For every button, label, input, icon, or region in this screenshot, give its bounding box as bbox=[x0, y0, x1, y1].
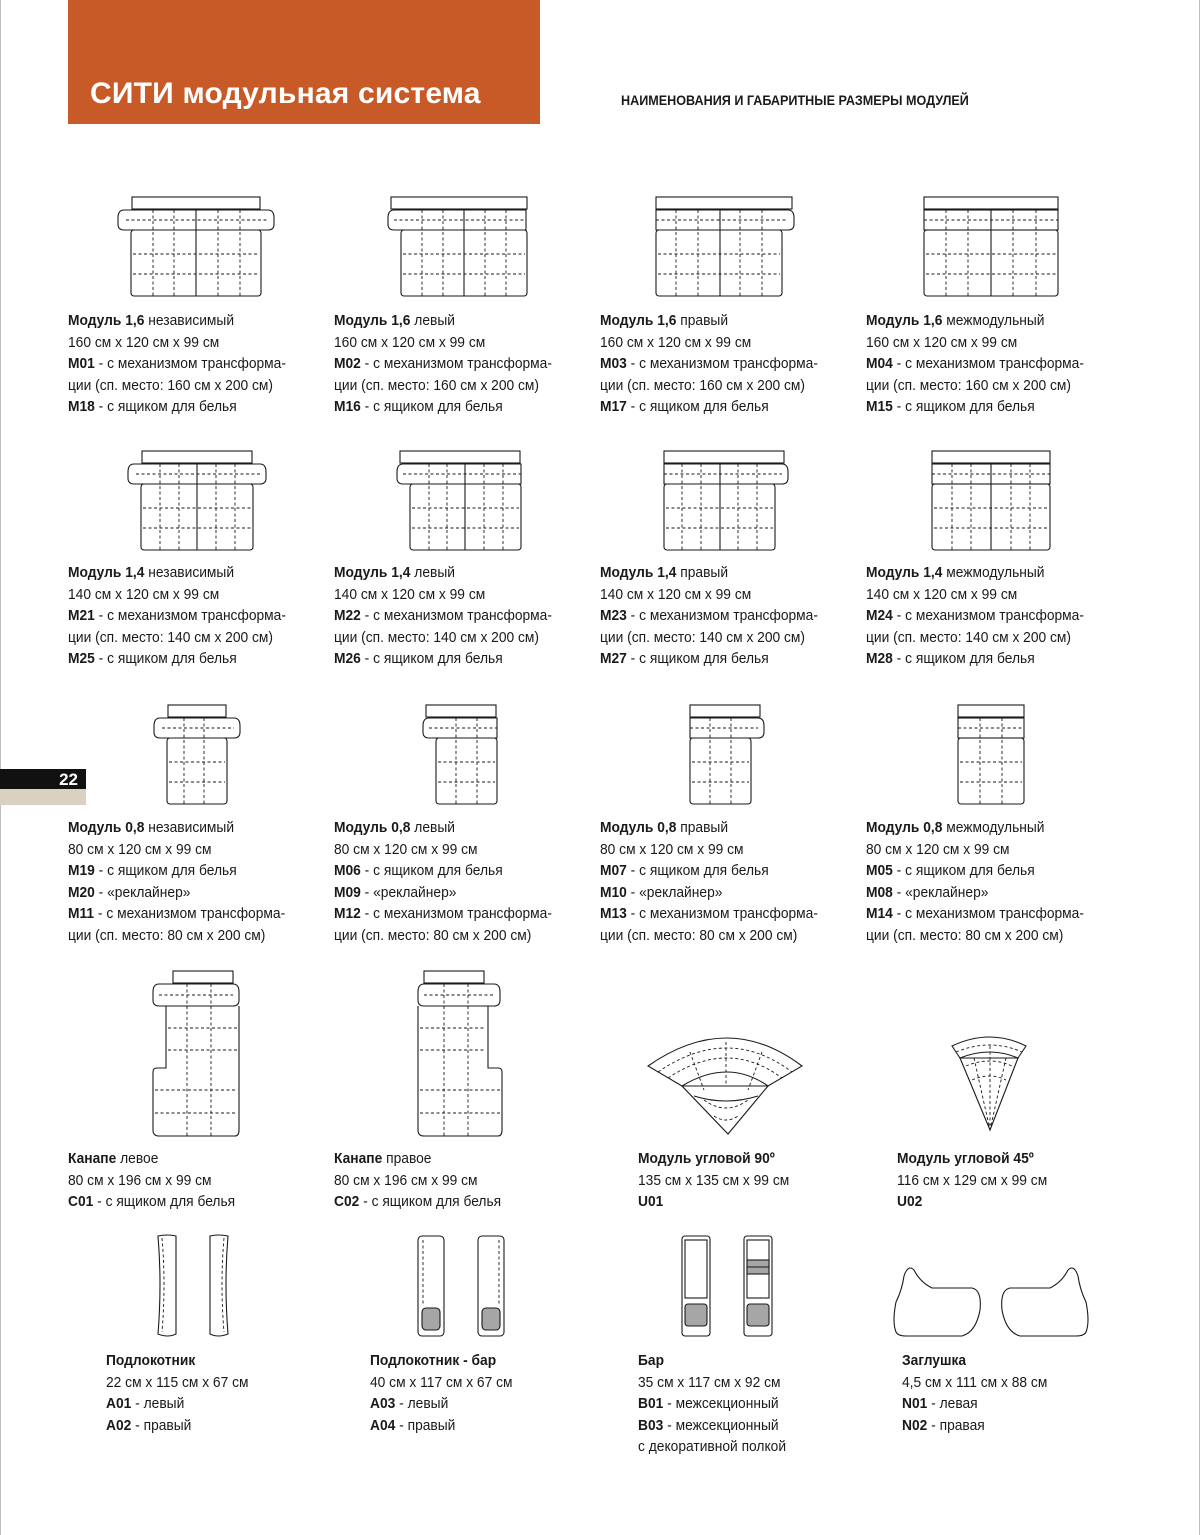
caption-corner-module-45 bbox=[897, 1148, 1047, 1213]
caption-module-1-6-independent bbox=[68, 310, 286, 418]
module-code-desc: - с ящиком для белья bbox=[360, 862, 503, 880]
module-size: 160 см х 120 см х 99 см bbox=[866, 333, 1018, 351]
module-code-desc: - с механизмом трансформа- bbox=[360, 607, 552, 625]
module-code: C01 bbox=[68, 1193, 94, 1211]
module-code: M13 bbox=[600, 905, 627, 923]
module-code: M06 bbox=[334, 862, 361, 880]
module-size: 35 см х 117 см х 92 см bbox=[638, 1373, 781, 1391]
module-code-desc-cont: ции (сп. место: 80 см х 200 см) bbox=[866, 926, 1064, 944]
module-code-desc-cont: ции (сп. место: 140 см х 200 см) bbox=[600, 628, 806, 646]
module-code: M10 bbox=[600, 883, 627, 901]
module-1-6-left-drawing bbox=[388, 194, 548, 298]
module-1-4-intermodule-drawing bbox=[932, 448, 1062, 552]
module-code: M04 bbox=[866, 355, 893, 373]
module-name: Модуль угловой 90º bbox=[638, 1150, 775, 1167]
module-code-desc-cont: ции (сп. место: 140 см х 200 см) bbox=[334, 628, 540, 646]
module-code-desc-cont: ции (сп. место: 140 см х 200 см) bbox=[68, 628, 274, 646]
module-code-desc: - с ящиком для белья bbox=[93, 1193, 236, 1211]
caption-module-1-4-left bbox=[334, 562, 552, 670]
page-number-tab bbox=[0, 769, 86, 789]
caption-bar bbox=[638, 1350, 786, 1458]
module-code: B01 bbox=[638, 1395, 664, 1413]
caption-module-0-8-right bbox=[600, 817, 818, 947]
module-code-desc-cont: ции (сп. место: 80 см х 200 см) bbox=[68, 926, 266, 944]
module-code-desc: - с механизмом трансформа- bbox=[892, 355, 1084, 373]
module-variant: межмодульный bbox=[942, 312, 1045, 329]
module-code: C02 bbox=[334, 1193, 360, 1211]
bar-module-drawing bbox=[680, 1234, 776, 1340]
module-code-desc: - межсекционный bbox=[663, 1395, 779, 1413]
module-size: 116 см х 129 см х 99 см bbox=[897, 1171, 1048, 1189]
module-size: 80 см х 196 см х 99 см bbox=[68, 1171, 212, 1189]
module-code: M16 bbox=[334, 398, 361, 416]
caption-module-0-8-intermodule bbox=[866, 817, 1084, 947]
page-number-strip bbox=[0, 789, 86, 805]
module-code-desc: - «реклайнер» bbox=[94, 883, 191, 901]
caption-armrest bbox=[106, 1350, 249, 1436]
module-code-desc-cont: ции (сп. место: 140 см х 200 см) bbox=[866, 628, 1072, 646]
module-code-desc-cont: ции (сп. место: 80 см х 200 см) bbox=[334, 926, 532, 944]
module-name: Заглушка bbox=[902, 1352, 967, 1369]
module-size: 135 см х 135 см х 99 см bbox=[638, 1171, 790, 1189]
module-variant: левый bbox=[410, 312, 455, 329]
module-code: M22 bbox=[334, 607, 361, 625]
module-code-desc: - межсекционный bbox=[663, 1416, 779, 1434]
module-code-desc: - с механизмом трансформа- bbox=[94, 905, 286, 923]
caption-module-1-4-right bbox=[600, 562, 818, 670]
module-code: M27 bbox=[600, 650, 627, 668]
page-subtitle: НАИМЕНОВАНИЯ И ГАБАРИТНЫЕ РАЗМЕРЫ МОДУЛЕЙ bbox=[621, 92, 969, 108]
module-code: N02 bbox=[902, 1416, 928, 1434]
module-code-desc: - с ящиком для белья bbox=[892, 398, 1035, 416]
module-code-desc: - с ящиком для белья bbox=[626, 650, 769, 668]
module-name: Модуль 1,4 bbox=[866, 564, 943, 581]
module-code: M23 bbox=[600, 607, 627, 625]
module-code: M18 bbox=[68, 398, 95, 416]
module-1-4-independent-drawing bbox=[128, 448, 268, 552]
module-variant: межмодульный bbox=[942, 819, 1045, 836]
canape-left-drawing bbox=[153, 968, 253, 1140]
module-name: Модуль угловой 45º bbox=[897, 1150, 1034, 1167]
module-1-6-independent-drawing bbox=[118, 194, 278, 298]
module-size: 160 см х 120 см х 99 см bbox=[68, 333, 220, 351]
caption-corner-module-90 bbox=[638, 1148, 789, 1213]
module-0-8-left-drawing bbox=[423, 702, 513, 806]
module-variant: правый bbox=[676, 819, 729, 836]
module-code-desc: - с ящиком для белья bbox=[94, 650, 237, 668]
corner-module-45-drawing bbox=[950, 1032, 1030, 1134]
module-size: 140 см х 120 см х 99 см bbox=[600, 585, 752, 603]
module-code-desc: - с ящиком для белья bbox=[94, 862, 237, 880]
module-code-desc: - правый bbox=[131, 1416, 192, 1434]
module-code-desc: - с ящиком для белья bbox=[360, 650, 503, 668]
module-code-desc-cont: ции (сп. место: 80 см х 200 см) bbox=[600, 926, 798, 944]
module-size: 80 см х 120 см х 99 см bbox=[334, 840, 478, 858]
module-code-desc: - с механизмом трансформа- bbox=[626, 355, 818, 373]
module-name: Модуль 1,6 bbox=[334, 312, 411, 329]
module-size: 4,5 см х 111 см х 88 см bbox=[902, 1373, 1048, 1391]
module-name: Канапе bbox=[68, 1150, 117, 1167]
module-code-desc-cont: ции (сп. место: 160 см х 200 см) bbox=[600, 376, 806, 394]
module-code: M19 bbox=[68, 862, 95, 880]
caption-armrest-bar bbox=[370, 1350, 513, 1436]
module-variant: правый bbox=[676, 564, 729, 581]
module-size: 80 см х 196 см х 99 см bbox=[334, 1171, 478, 1189]
caption-module-0-8-left bbox=[334, 817, 552, 947]
module-code: M02 bbox=[334, 355, 361, 373]
module-size: 140 см х 120 см х 99 см bbox=[334, 585, 486, 603]
module-code-desc: - с ящиком для белья bbox=[359, 1193, 502, 1211]
module-0-8-intermodule-drawing bbox=[958, 702, 1038, 806]
module-code-desc: - с механизмом трансформа- bbox=[892, 607, 1084, 625]
module-code: M17 bbox=[600, 398, 627, 416]
module-0-8-right-drawing bbox=[690, 702, 780, 806]
module-1-6-intermodule-drawing bbox=[924, 194, 1064, 298]
module-code: M20 bbox=[68, 883, 95, 901]
page-edge-left bbox=[0, 0, 1, 1535]
module-code: M14 bbox=[866, 905, 893, 923]
module-size: 22 см х 115 см х 67 см bbox=[106, 1373, 249, 1391]
module-code-desc: - с ящиком для белья bbox=[94, 398, 237, 416]
module-code-desc-cont: ции (сп. место: 160 см х 200 см) bbox=[866, 376, 1072, 394]
caption-canape-left bbox=[68, 1148, 235, 1213]
page-title: СИТИ модульная система bbox=[90, 77, 481, 110]
module-code-desc: - «реклайнер» bbox=[892, 883, 989, 901]
armrest-drawing bbox=[156, 1234, 240, 1340]
title-band bbox=[68, 0, 540, 124]
caption-end-cap bbox=[902, 1350, 1047, 1436]
module-code-desc: - с ящиком для белья bbox=[626, 862, 769, 880]
module-code-desc-cont: ции (сп. место: 160 см х 200 см) bbox=[68, 376, 274, 394]
armrest-bar-drawing bbox=[416, 1234, 508, 1340]
module-name: Модуль 1,6 bbox=[600, 312, 677, 329]
module-name: Модуль 1,4 bbox=[600, 564, 677, 581]
module-size: 80 см х 120 см х 99 см bbox=[866, 840, 1010, 858]
module-code-desc: - левый bbox=[395, 1395, 449, 1413]
module-code-desc: - левая bbox=[927, 1395, 978, 1413]
module-name: Модуль 1,4 bbox=[68, 564, 145, 581]
module-code-desc: - правый bbox=[395, 1416, 456, 1434]
module-variant: левый bbox=[410, 564, 455, 581]
module-code-desc: - с механизмом трансформа- bbox=[360, 905, 552, 923]
module-code-desc: - «реклайнер» bbox=[626, 883, 723, 901]
module-code: M12 bbox=[334, 905, 361, 923]
module-variant: правое bbox=[382, 1150, 432, 1167]
module-name: Модуль 0,8 bbox=[68, 819, 145, 836]
module-code: M08 bbox=[866, 883, 893, 901]
module-0-8-independent-drawing bbox=[154, 702, 244, 806]
module-size: 140 см х 120 см х 99 см bbox=[68, 585, 220, 603]
module-name: Бар bbox=[638, 1352, 665, 1369]
end-cap-drawing bbox=[892, 1262, 1092, 1342]
module-code-desc: - с ящиком для белья bbox=[892, 650, 1035, 668]
module-code: A04 bbox=[370, 1416, 396, 1434]
module-code: M05 bbox=[866, 862, 893, 880]
module-code: N01 bbox=[902, 1395, 928, 1413]
module-name: Подлокотник - бар bbox=[370, 1352, 497, 1369]
module-code-desc: - с ящиком для белья bbox=[626, 398, 769, 416]
module-1-4-left-drawing bbox=[397, 448, 537, 552]
module-code-desc: - с механизмом трансформа- bbox=[94, 355, 286, 373]
module-name: Модуль 0,8 bbox=[866, 819, 943, 836]
module-code-desc-cont: ции (сп. место: 160 см х 200 см) bbox=[334, 376, 540, 394]
module-name: Модуль 1,4 bbox=[334, 564, 411, 581]
module-code: A02 bbox=[106, 1416, 132, 1434]
module-code: M01 bbox=[68, 355, 95, 373]
module-code-desc: - с механизмом трансформа- bbox=[626, 905, 818, 923]
module-code-desc: - с ящиком для белья bbox=[892, 862, 1035, 880]
module-variant: независимый bbox=[144, 564, 235, 581]
caption-module-1-4-independent bbox=[68, 562, 286, 670]
caption-module-1-6-left bbox=[334, 310, 552, 418]
caption-module-1-6-intermodule bbox=[866, 310, 1084, 418]
caption-module-1-4-intermodule bbox=[866, 562, 1084, 670]
module-code: M24 bbox=[866, 607, 893, 625]
caption-canape-right bbox=[334, 1148, 501, 1213]
module-code-desc: - левый bbox=[131, 1395, 185, 1413]
module-code-desc: - с механизмом трансформа- bbox=[94, 607, 286, 625]
module-code: M07 bbox=[600, 862, 627, 880]
module-code-desc: - «реклайнер» bbox=[360, 883, 457, 901]
module-code: U01 bbox=[638, 1193, 664, 1211]
module-name: Модуль 1,6 bbox=[68, 312, 145, 329]
module-code: A01 bbox=[106, 1395, 132, 1413]
module-variant: межмодульный bbox=[942, 564, 1045, 581]
caption-module-0-8-independent bbox=[68, 817, 285, 947]
module-code: M26 bbox=[334, 650, 361, 668]
module-size: 160 см х 120 см х 99 см bbox=[600, 333, 752, 351]
module-code: M25 bbox=[68, 650, 95, 668]
module-code: M03 bbox=[600, 355, 627, 373]
module-code: M28 bbox=[866, 650, 893, 668]
module-code: M09 bbox=[334, 883, 361, 901]
module-code-desc: - с механизмом трансформа- bbox=[626, 607, 818, 625]
module-code: M15 bbox=[866, 398, 893, 416]
module-size: 140 см х 120 см х 99 см bbox=[866, 585, 1018, 603]
module-1-4-right-drawing bbox=[664, 448, 804, 552]
module-variant: независимый bbox=[144, 819, 235, 836]
module-name: Подлокотник bbox=[106, 1352, 196, 1369]
module-code: A03 bbox=[370, 1395, 396, 1413]
module-code-desc: - с механизмом трансформа- bbox=[892, 905, 1084, 923]
module-variant: правый bbox=[676, 312, 729, 329]
module-1-6-right-drawing bbox=[656, 194, 816, 298]
module-variant: левое bbox=[116, 1150, 159, 1167]
page-number: 22 bbox=[59, 770, 78, 789]
module-name: Модуль 0,8 bbox=[334, 819, 411, 836]
module-code-desc: - с механизмом трансформа- bbox=[360, 355, 552, 373]
canape-right-drawing bbox=[418, 968, 518, 1140]
module-name: Модуль 0,8 bbox=[600, 819, 677, 836]
module-size: 80 см х 120 см х 99 см bbox=[68, 840, 212, 858]
module-variant: левый bbox=[410, 819, 455, 836]
module-code-desc: - с ящиком для белья bbox=[360, 398, 503, 416]
corner-module-90-drawing bbox=[648, 1026, 808, 1140]
caption-module-1-6-right bbox=[600, 310, 818, 418]
module-size: 160 см х 120 см х 99 см bbox=[334, 333, 486, 351]
module-code-desc: - правая bbox=[927, 1416, 985, 1434]
module-variant: независимый bbox=[144, 312, 235, 329]
module-size: 80 см х 120 см х 99 см bbox=[600, 840, 744, 858]
module-code: M21 bbox=[68, 607, 95, 625]
module-code: B03 bbox=[638, 1416, 664, 1434]
module-name: Модуль 1,6 bbox=[866, 312, 943, 329]
module-code-desc-cont: с декоративной полкой bbox=[638, 1438, 787, 1456]
module-size: 40 см х 117 см х 67 см bbox=[370, 1373, 513, 1391]
module-name: Канапе bbox=[334, 1150, 383, 1167]
module-code: U02 bbox=[897, 1193, 923, 1211]
module-code: M11 bbox=[68, 905, 95, 923]
